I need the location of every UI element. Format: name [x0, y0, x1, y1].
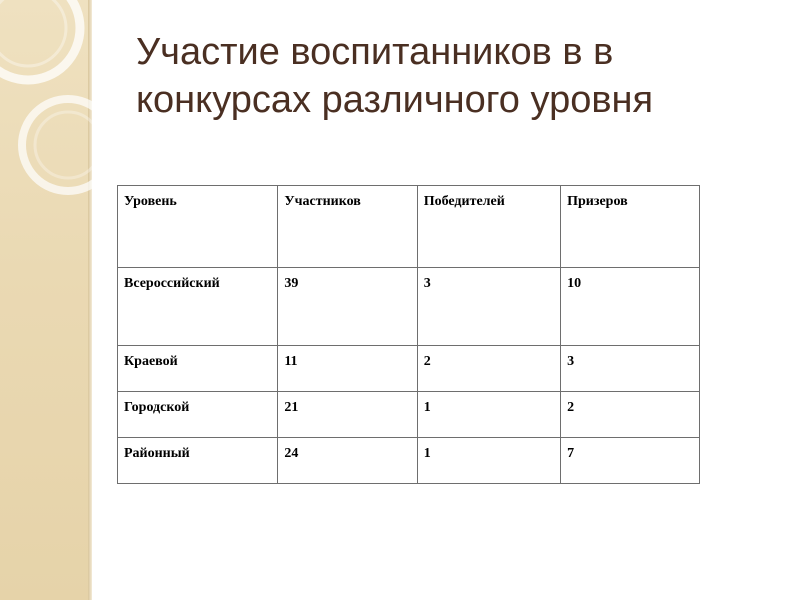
- title-line-1: Участие воспитанников в в: [136, 31, 614, 73]
- cell-winners: 1: [417, 392, 560, 438]
- title-line-2: конкурсах различного уровня: [136, 79, 654, 121]
- cell-prizewinners: 3: [561, 346, 700, 392]
- table-header-row: [118, 186, 700, 268]
- header-participants: Участников: [278, 186, 417, 268]
- header-prizewinners: Призеров: [561, 186, 700, 268]
- cell-prizewinners: 10: [561, 268, 700, 346]
- cell-participants: 24: [278, 438, 417, 484]
- cell-level: Всероссийский: [118, 268, 278, 346]
- header-winners: Победителей: [417, 186, 560, 268]
- table-row: [118, 392, 700, 438]
- cell-participants: 21: [278, 392, 417, 438]
- cell-prizewinners: 7: [561, 438, 700, 484]
- cell-winners: 3: [417, 268, 560, 346]
- cell-winners: 1: [417, 438, 560, 484]
- table-row: [118, 346, 700, 392]
- page-title: [136, 28, 776, 124]
- cell-level: Городской: [118, 392, 278, 438]
- cell-prizewinners: 2: [561, 392, 700, 438]
- table-row: [118, 438, 700, 484]
- table-row: [118, 268, 700, 346]
- cell-participants: 11: [278, 346, 417, 392]
- cell-winners: 2: [417, 346, 560, 392]
- cell-level: Краевой: [118, 346, 278, 392]
- header-level: Уровень: [118, 186, 278, 268]
- cell-participants: 39: [278, 268, 417, 346]
- results-table: [117, 185, 700, 484]
- cell-level: Районный: [118, 438, 278, 484]
